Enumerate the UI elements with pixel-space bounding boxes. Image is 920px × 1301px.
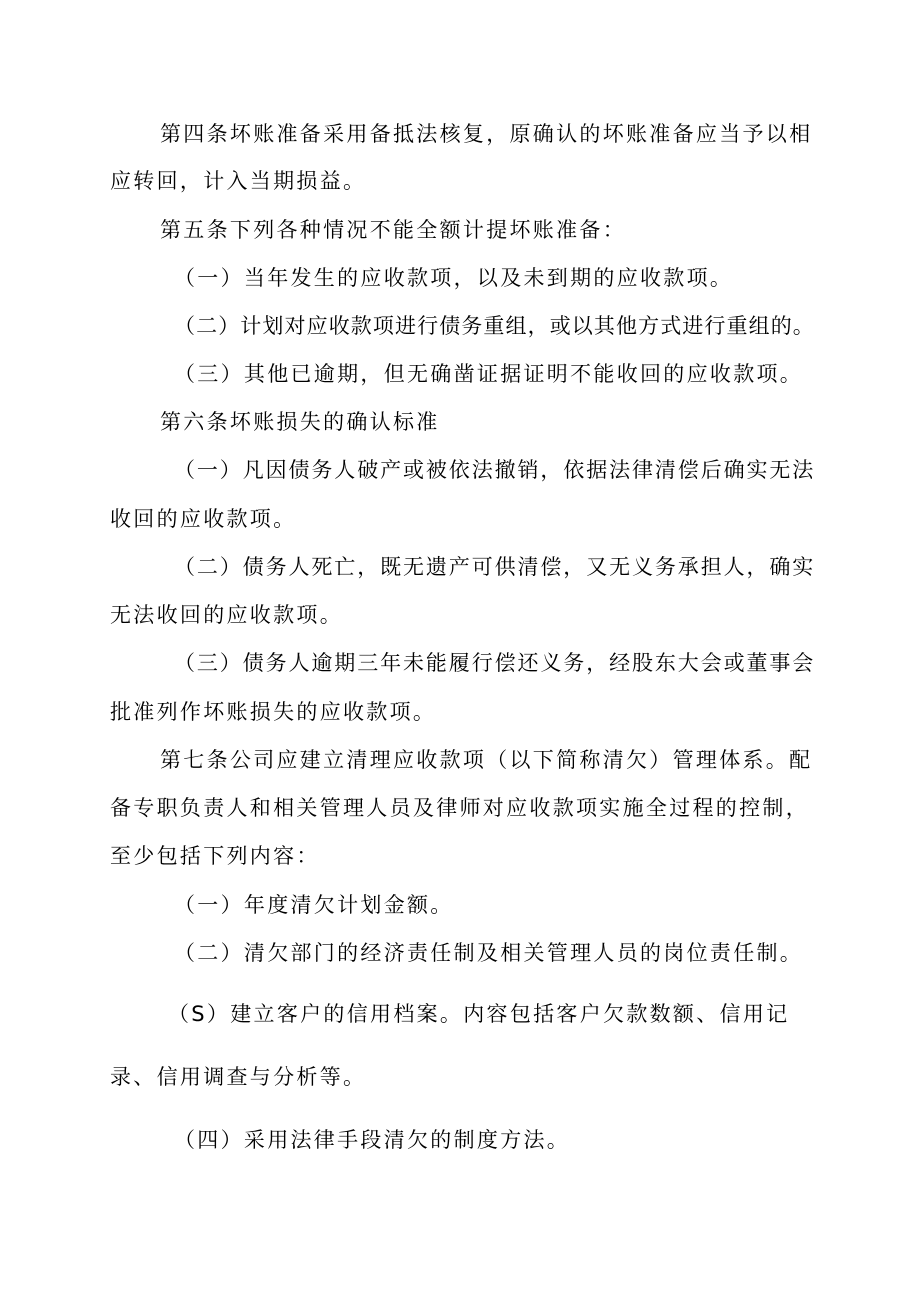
paragraph-line: 无法收回的应收款项。 bbox=[110, 603, 343, 627]
paragraph-line: （一）当年发生的应收款项，以及未到期的应收款项。 bbox=[174, 266, 734, 290]
paragraph-line: （三）其他已逾期，但无确凿证据证明不能收回的应收款项。 bbox=[174, 362, 804, 386]
paragraph-line: （一）年度清欠计划金额。 bbox=[174, 893, 454, 917]
paragraph-line: （二）债务人死亡，既无遗产可供清偿，又无义务承担人，确实 bbox=[174, 555, 816, 579]
paragraph-line: （四）采用法律手段清欠的制度方法。 bbox=[174, 1128, 571, 1152]
paragraph-line: 批准列作坏账损失的应收款项。 bbox=[110, 700, 437, 724]
paragraph-line: （三）债务人逾期三年未能履行偿还义务，经股东大会或董事会 bbox=[174, 651, 816, 675]
paragraph-line: 应转回，计入当期损益。 bbox=[110, 169, 367, 193]
paragraph-line: 第四条坏账准备采用备抵法核复，原确认的坏账准备应当予以相 bbox=[160, 122, 813, 146]
paragraph-line: 录、信用调查与分析等。 bbox=[110, 1065, 367, 1089]
paragraph-line: （二）清欠部门的经济责任制及相关管理人员的岗位责任制。 bbox=[174, 941, 804, 965]
paragraph-line: 第六条坏账损失的确认标准 bbox=[160, 410, 440, 434]
paragraph-line: （S）建立客户的信用档案。内容包括客户欠款数额、信用记 bbox=[168, 1002, 790, 1026]
paragraph-line: （一）凡因债务人破产或被依法撤销，依据法律清偿后确实无法 bbox=[174, 458, 816, 482]
paragraph-line: 至少包括下列内容： bbox=[110, 844, 320, 868]
paragraph-line: 收回的应收款项。 bbox=[110, 507, 297, 531]
paragraph-line: 第五条下列各种情况不能全额计提坏账准备： bbox=[160, 218, 626, 242]
paragraph-line: （二）计划对应收款项进行债务重组，或以其他方式进行重组的。 bbox=[174, 314, 815, 338]
paragraph-line: 备专职负责人和相关管理人员及律师对应收款项实施全过程的控制， bbox=[110, 796, 809, 820]
paragraph-line: 第七条公司应建立清理应收款项（以下简称清欠）管理体系。配 bbox=[160, 748, 813, 772]
